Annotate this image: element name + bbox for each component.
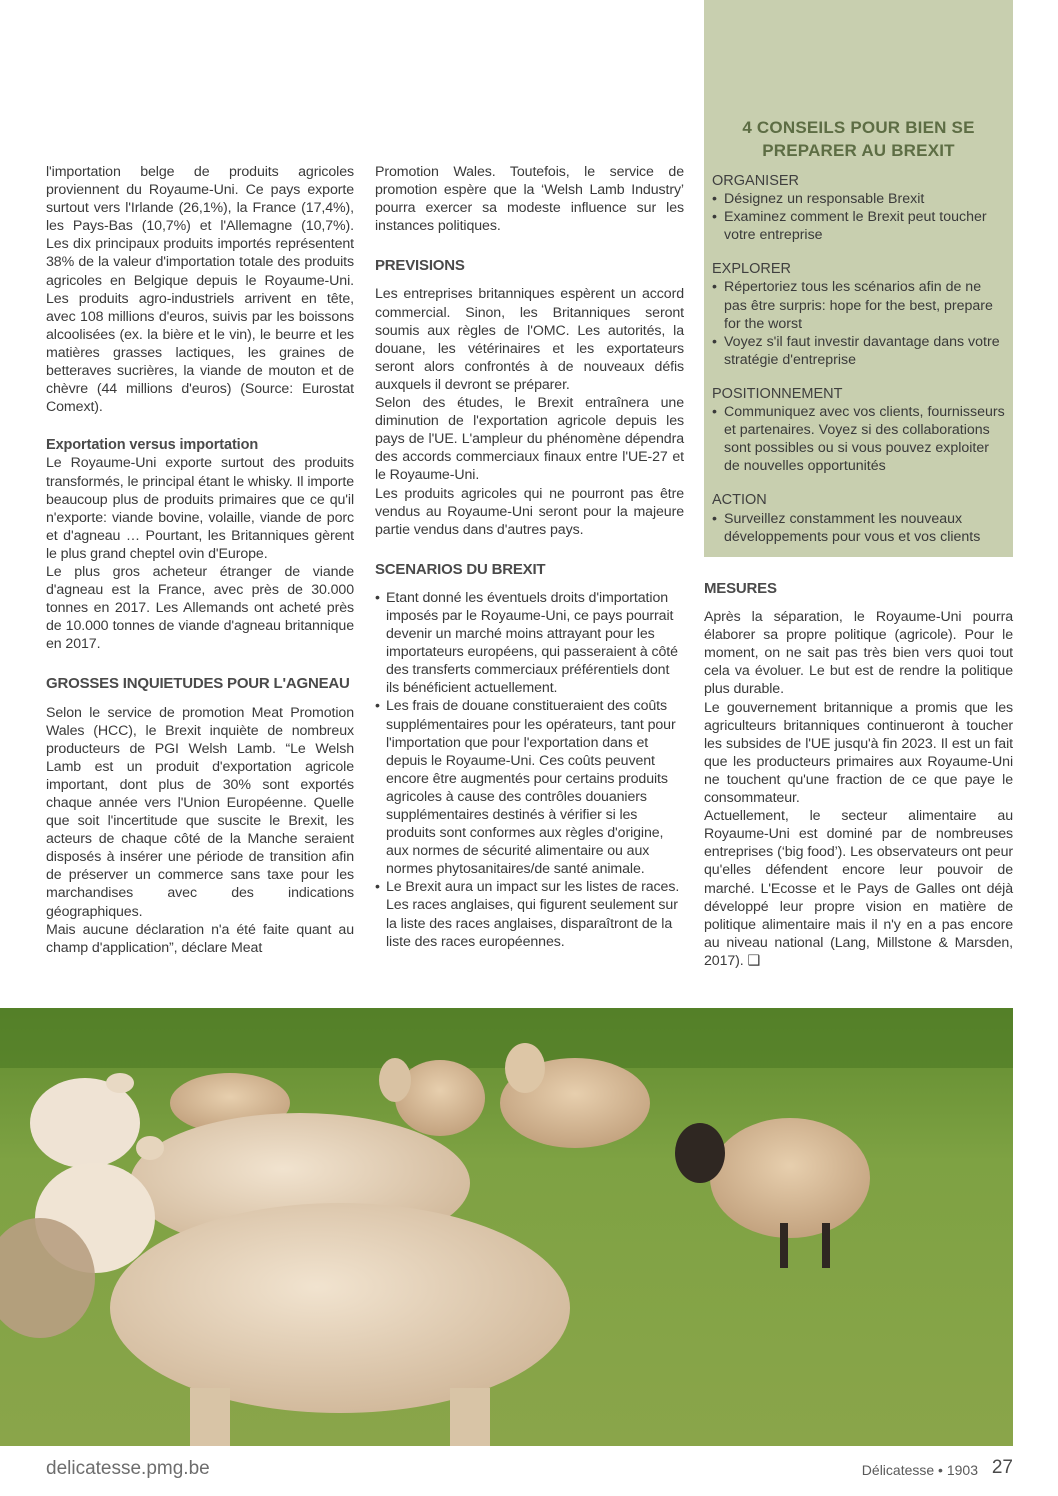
list-item: • Le Brexit aura un impact sur les listes de races. Les races anglaises, qui figurent seulement sur la liste des races anglaises, disparaîtront de la liste des races européennes. [375,878,684,950]
subheading-export: Exportation versus importation [46,437,259,454]
footer-magazine: Délicatesse • 1903 [861,1462,978,1478]
sidebar-title: 4 CONSEILS POUR BIEN SE PREPARER AU BREXIT [742,118,975,160]
sheep-photo [0,1008,1013,1446]
sidebar-section-positionnement [712,385,1005,475]
heading-agneau: GROSSES INQUIETUDES POUR L'AGNEAU [46,675,350,693]
paragraph: Après la séparation, le Royaume-Uni pourra élaborer sa propre politique (agricole). Pour le moment, on ne sait pas très bien vers quoi tout cela va évoluer. Le but est de rendre la politique plus durable. [704,609,1013,698]
article-column-1 [46,163,354,957]
list-item: • Communiquez avec vos clients, fournisseurs et partenaires. Voyez si des collaborations sont possibles ou si vous pouvez exploiter de nouvelles opportunités [712,403,1005,475]
paragraph: Le Royaume-Uni exporte surtout des produits transformés, le principal étant le whisky. Il importe beaucoup plus de produits primaires que ce qu'il n'exporte: viande bovine, volaille, viande de porc et d'agneau … Pourtant, les Britanniques gèrent le plus grand cheptel ovin d'Europe. [46,455,354,562]
paragraph: Selon des études, le Brexit entraînera une diminution de l'exportation agricole depuis les pays de l'UE. L'ampleur du phénomène dépendra des accords commerciaux finaux entre l'UE-27 et le Royaume-Uni. [375,395,684,484]
paragraph: Promotion Wales. Toutefois, le service de promotion espère que la ‘Welsh Lamb Industry’ pourra exercer sa modeste influence sur les instances politiques. [375,164,684,235]
paragraph: Selon le service de promotion Meat Promotion Wales (HCC), le Brexit inquiète de nombreux producteurs de PGI Welsh Lamb. “Le Welsh Lamb est un produit d'exportation agricole important, dont plus de 30% sont exportés chaque année vers l'Union Européenne. Quelle que soit l'incertitude que suscite le Brexit, les acteurs de chaque côté de la Manche seraient disposés à insérer une période de transition afin de préserver un commerce sans taxe pour les marchandises avec des indications géographiques. [46,704,354,920]
paragraph: Le plus gros acheteur étranger de viande d'agneau est la France, avec près de 30.000 tonnes en 2017. Les Allemands ont acheté près de 10.000 tonnes de viande d'agneau britannique en 2017. [46,563,354,653]
list-item: • Examinez comment le Brexit peut toucher votre entreprise [712,208,1005,244]
list-item: • Voyez s'il faut investir davantage dans votre stratégie d'entreprise [712,333,1005,369]
sidebar-section-heading: POSITIONNEMENT [712,385,843,402]
sidebar-section-organiser [712,172,1005,244]
list-item: • Désignez un responsable Brexit [712,190,1005,208]
heading-mesures: MESURES [704,580,777,597]
page-number: 27 [991,1457,1013,1478]
sidebar-section-heading: ORGANISER [712,173,800,189]
paragraph: Le gouvernement britannique a promis que les agriculteurs britanniques continueront à toucher les subsides de l'UE jusqu'à fin 2023. Il est un fait que les producteurs primaires aux Royaume-Uni ne touchent qu'une fraction de ce que paye le consommateur. [704,699,1013,807]
paragraph: Les entreprises britanniques espèrent un accord commercial. Sinon, les Britanniques seront soumis aux règles de l'OMC. Les autorités, la douane, les vétérinaires et les exportateurs seront alors confrontés à de nouveaux défis auxquels il devront se préparer. [375,286,684,393]
paragraph: Les produits agricoles qui ne pourront pas être vendus au Royaume-Uni seront pour la majeure partie vendus dans d'autres pays. [375,485,684,538]
sidebar-section-heading: EXPLORER [712,261,791,278]
list-item: • Etant donné les éventuels droits d'importation imposés par le Royaume-Uni, ce pays pourrait devenir un marché moins attrayant pour les importateurs européens, qui passeraient à côté des transferts commerciaux préférentiels dont ils bénéficient actuellement. [375,589,684,698]
tips-sidebar [704,0,1013,557]
list-item: • Répertoriez tous les scénarios afin de ne pas être surpris: hope for the best, prepare for the worst [712,278,1005,332]
heading-scenarios: SCENARIOS DU BREXIT [375,560,546,578]
list-item: • Surveillez constamment les nouveaux développements pour vous et vos clients [712,510,1005,546]
sidebar-section-heading: ACTION [712,492,767,509]
paragraph: Mais aucune déclaration n'a été faite quant au champ d'application”, déclare Meat [46,921,354,956]
sidebar-section-explorer [712,260,1005,369]
end-mark: ❑ [747,952,761,969]
sidebar-section-action [712,491,1005,545]
list-item: • Les frais de douane constitueraient des coûts supplémentaires pour les opérateurs, tant pour l'importation que pour l'exportation dans et depuis le Royaume-Uni. Ces coûts peuvent encore être augmentés pour certains produits agricoles à cause des contrôles douaniers supplémentaires destinés à vérifier si les produits sont conformes aux règles d'origine, aux normes de sécurité alimentaire ou aux normes phytosanitaires/de santé animale. [375,697,684,878]
scenario-list [375,589,684,951]
heading-previsions: PREVISIONS [375,257,465,275]
article-column-2 [375,163,684,951]
paragraph: Actuellement, le secteur alimentaire au Royaume-Uni est dominé par de nombreuses entreprises (‘big food’). Les observateurs ont peur qu'elles défendent encore leur pouvoir de marché. L'Ecosse et le Pays de Galles ont déjà développé leur propre vision en matière de politique alimentaire mais il n'y en a pas encore au niveau national (Lang, Millstone & Marsden, 2017). ❑ [704,808,1013,969]
footer-url[interactable]: delicatesse.pmg.be [46,1458,210,1479]
article-column-3 [704,580,1013,970]
paragraph: l'importation belge de produits agricoles proviennent du Royaume-Uni. Ce pays exporte surtout vers l'Irlande (26,1%), la France (17,4%), les Pays-Bas (10,7%) et l'Allemagne (10,7%). Les dix principaux produits importés représentent 38% de la valeur d'importation totale des produits agricoles en Belgique depuis le Royaume-Uni. Les produits agro-industriels arrivent en tête, avec 108 millions d'euros, suivis par les boissons alcoolisées (ex. la bière et le vin), le beurre et les matières grasses lactiques, les graines de betteraves sucrières, la viande de mouton et de chèvre (44 millions d'euros) (Source: Eurostat Comext). [46,164,354,416]
